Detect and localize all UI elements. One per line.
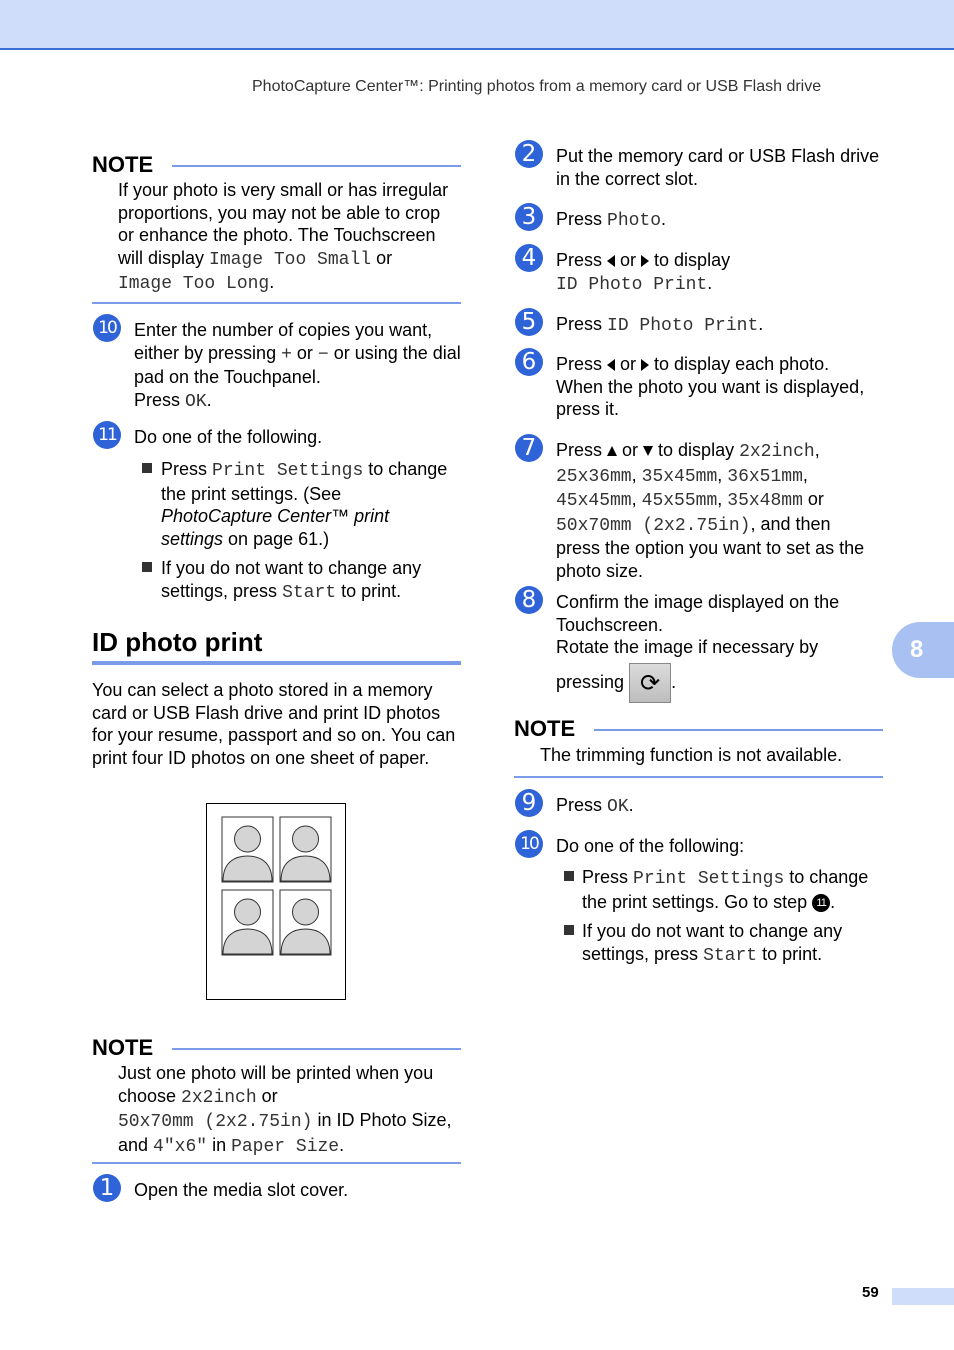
step-badge: 10 — [93, 314, 121, 342]
right-arrow-icon — [641, 359, 649, 371]
step-badge: 11 — [93, 421, 121, 449]
step-7-text: Press or to display 2x2inch, 25x36mm, 35x45mm, 36x51mm, 45x45mm, 45x55mm, 35x48mm or 50x70mm (2x2.75in), and then press the option you want to set as the photo size. — [556, 440, 865, 581]
left-arrow-icon — [607, 255, 615, 267]
step-10-text: Enter the number of copies you want, either by pressing + or − or using the dial pad on the Touchpanel. Press OK. — [134, 320, 461, 412]
note-rule — [172, 1048, 461, 1050]
step-badge: 7 — [515, 434, 543, 462]
person-silhouette-icon — [280, 890, 331, 955]
note-title: NOTE — [92, 1035, 154, 1060]
step-6-text: Press or to display each photo. When the photo you want is displayed, press it. — [556, 354, 865, 419]
note-body: If your photo is very small or has irregular proportions, you may not be able to crop or enhance the photo. The Touchscreen will display Image Too Small or Image Too Long. — [118, 180, 449, 294]
rotate-icon: ⟳ — [640, 669, 661, 698]
note-title: NOTE — [92, 152, 154, 177]
step-9-text: Press OK. — [556, 795, 634, 817]
chapter-tab: 8 — [892, 622, 954, 678]
note-rule — [594, 729, 883, 731]
top-banner — [0, 0, 954, 50]
step-1-text: Open the media slot cover. — [134, 1180, 349, 1200]
step-badge: 10 — [515, 830, 543, 858]
down-arrow-icon — [643, 446, 653, 456]
section-intro: You can select a photo stored in a memory card or USB Flash drive and print ID photos for your resume, passport and so on. You can print four ID photos on one sheet of paper. — [92, 680, 456, 768]
step-4-text: Press or to display ID Photo Print. — [556, 250, 731, 295]
step-10-option-1: Press Print Settings to change the print settings. Go to step 11 . — [582, 867, 869, 912]
person-silhouette-icon — [222, 890, 273, 955]
bullet-icon — [564, 871, 574, 881]
step-badge: 5 — [515, 308, 543, 336]
step-badge: 8 — [515, 586, 543, 614]
step-badge: 6 — [515, 348, 543, 376]
page-number: 59 — [862, 1284, 879, 1301]
left-arrow-icon — [607, 359, 615, 371]
step-10-right-text: Do one of the following: — [556, 836, 745, 856]
step-10-option-2: If you do not want to change any settings, press Start to print. — [582, 921, 843, 966]
rotate-button[interactable] — [629, 663, 671, 703]
step-11-text: Do one of the following. — [134, 427, 323, 447]
note-rule — [172, 165, 461, 167]
note-bottom-rule — [92, 1162, 461, 1164]
note-body: Just one photo will be printed when you choose 2x2inch or 50x70mm (2x2.75in) in ID Photo Size, and 4"x6" in Paper Size. — [118, 1063, 452, 1157]
id-photos-svg — [207, 804, 345, 999]
right-arrow-icon — [641, 255, 649, 267]
step-8-press-line: pressing ⟳ . — [556, 662, 676, 704]
section-heading: ID photo print — [92, 627, 263, 657]
note-bottom-rule — [514, 776, 883, 778]
step-badge: 9 — [515, 789, 543, 817]
note-title: NOTE — [514, 716, 576, 741]
step-11-option-2: If you do not want to change any settings, press Start to print. — [161, 558, 422, 603]
footer-bar — [892, 1288, 954, 1305]
step-11-option-1: Press Print Settings to change the print settings. (See PhotoCapture Center™ print settings on page 61.) — [161, 459, 448, 549]
bullet-icon — [142, 463, 152, 473]
step-2-text: Put the memory card or USB Flash drive in the correct slot. — [556, 146, 880, 189]
step-badge: 4 — [515, 244, 543, 272]
person-silhouette-icon — [222, 817, 273, 882]
note-body: The trimming function is not available. — [540, 745, 843, 765]
up-arrow-icon — [607, 446, 617, 456]
note-bottom-rule — [92, 302, 461, 304]
step-5-text: Press ID Photo Print. — [556, 314, 764, 336]
page-header: PhotoCapture Center™: Printing photos from a memory card or USB Flash drive — [252, 78, 822, 95]
step-reference-badge: 11 — [812, 894, 830, 912]
id-photo-sheet-illustration — [206, 803, 346, 1000]
bullet-icon — [142, 562, 152, 572]
step-badge: 1 — [93, 1174, 121, 1202]
step-3-text: Press Photo. — [556, 209, 667, 231]
person-silhouette-icon — [280, 817, 331, 882]
section-heading-rule — [92, 661, 461, 665]
step-8-text: Confirm the image displayed on the Touchscreen. Rotate the image if necessary by — [556, 592, 840, 657]
bullet-icon — [564, 925, 574, 935]
step-badge: 2 — [515, 140, 543, 168]
step-badge: 3 — [515, 203, 543, 231]
